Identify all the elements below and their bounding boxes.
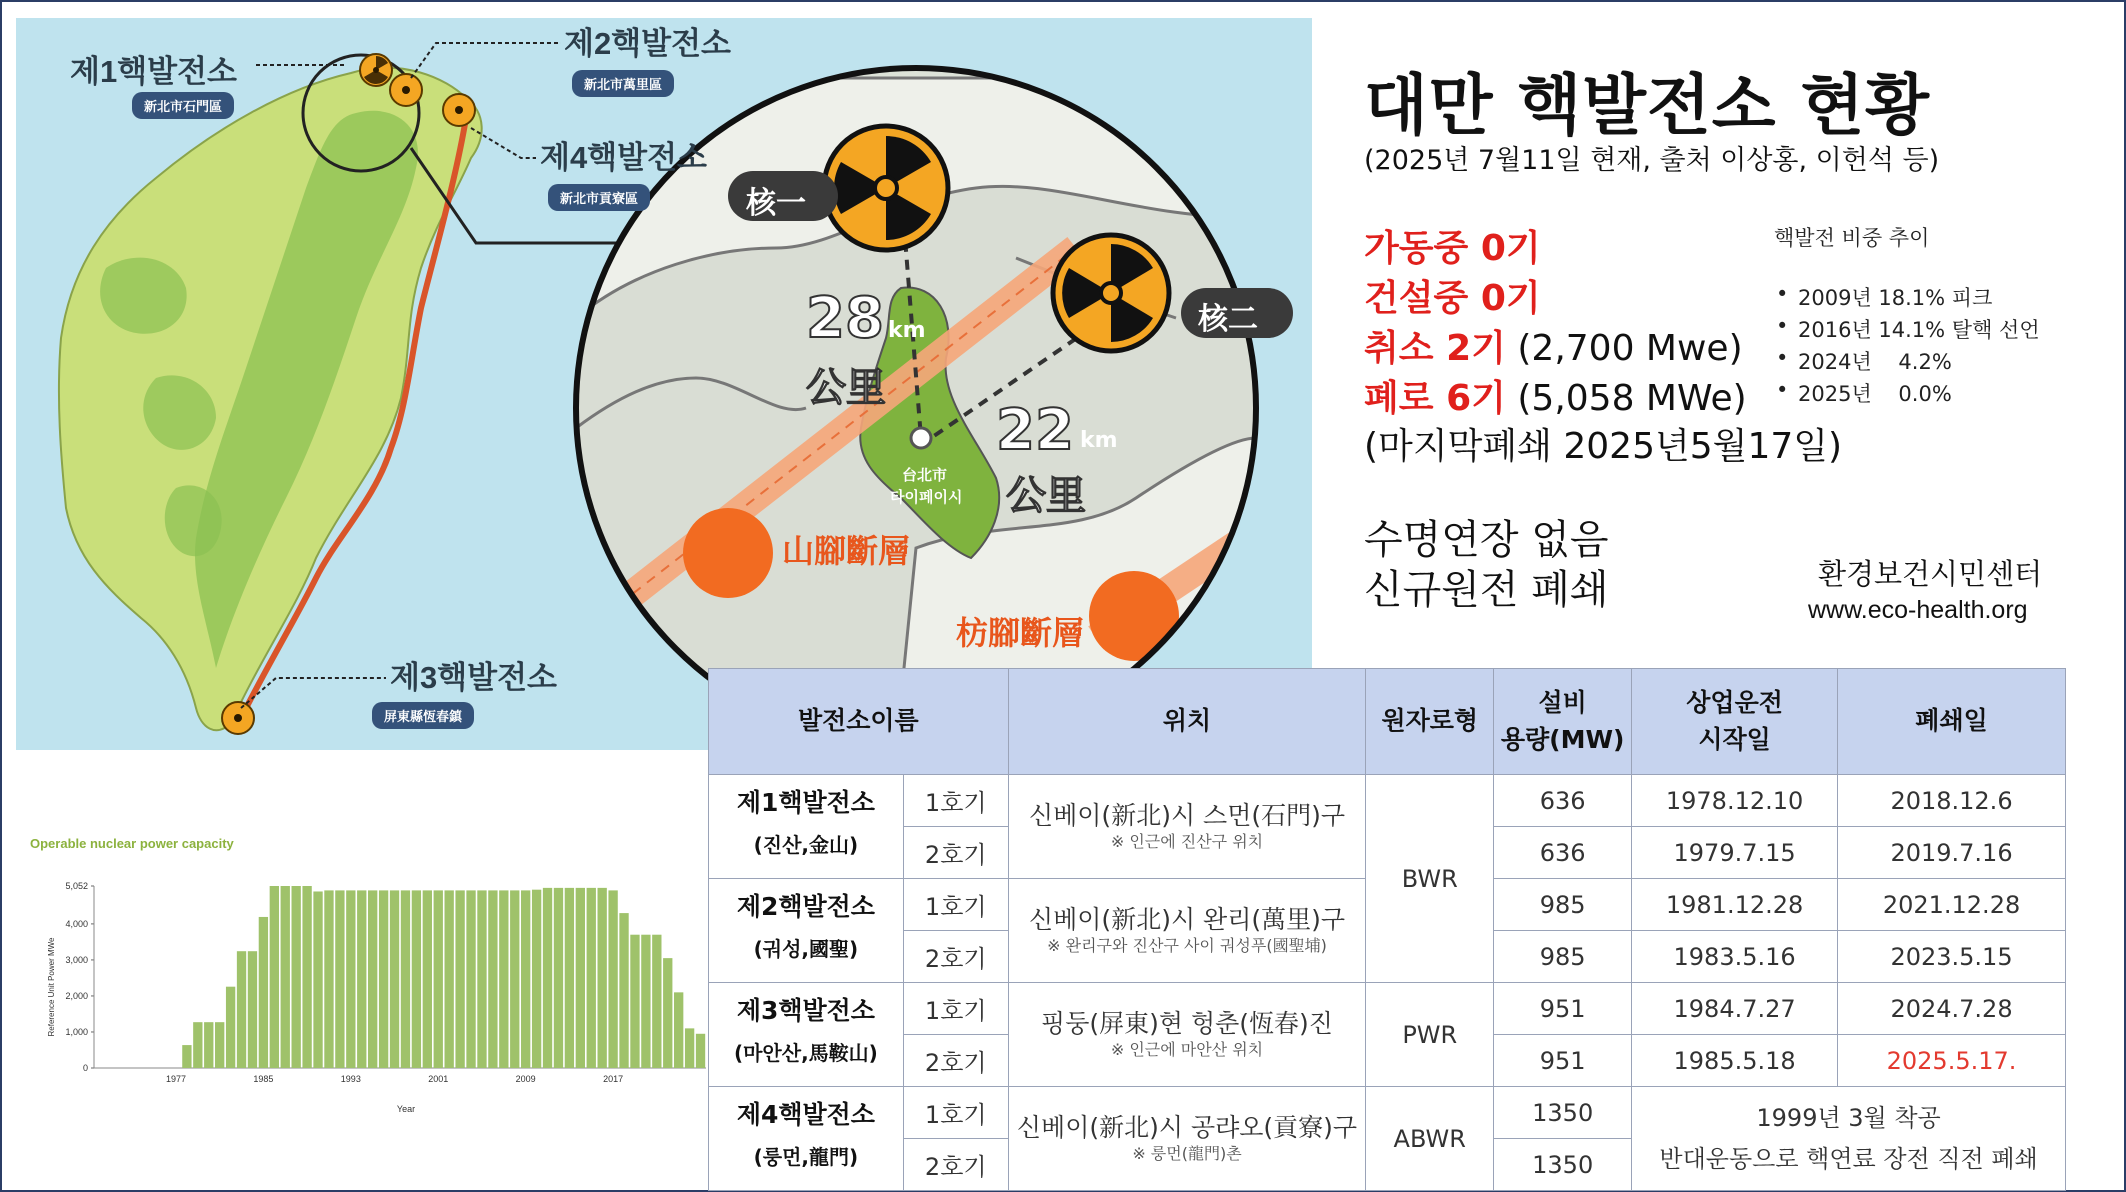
- plant2-label: 제2핵발전소: [564, 26, 731, 61]
- capacity-bar: [685, 1028, 694, 1068]
- construction-status-cell: [1632, 1087, 2066, 1191]
- start-date-cell: 1984.7.27: [1632, 983, 1838, 1035]
- start-date-cell: 1978.12.10: [1632, 775, 1838, 827]
- status-cancelled-text: 취소 2기: [1364, 328, 1506, 369]
- no-new-plants-text: 신규원전 폐쇄: [1364, 567, 1609, 613]
- plant-name: 제4핵발전소: [736, 1100, 875, 1129]
- status-closed-capacity: (5,058 MWe): [1505, 378, 1747, 419]
- chart-title: Operable nuclear power capacity: [30, 836, 234, 851]
- location-note: ※ 룽먼(龍門)촌: [1132, 1144, 1242, 1164]
- capacity-bar: [423, 890, 432, 1068]
- closure-date-cell: 2021.12.28: [1838, 879, 2066, 931]
- location-cell: [1008, 1087, 1366, 1191]
- plant-name-cell: [709, 1087, 904, 1191]
- table-row: [709, 775, 2066, 827]
- x-tick-label: 2017: [603, 1074, 624, 1084]
- reactor-type-cell: PWR: [1366, 983, 1494, 1087]
- capacity-bar: [488, 890, 497, 1068]
- capacity-bar: [587, 888, 596, 1068]
- capacity-bar: [598, 888, 607, 1068]
- location-cell: [1008, 775, 1366, 879]
- start-date-cell: 1985.5.18: [1632, 1035, 1838, 1087]
- unit-cell: 1호기: [903, 983, 1008, 1035]
- closure-date-cell: 2023.5.15: [1838, 931, 2066, 983]
- construction-cancel-note: 반대운동으로 핵연료 장전 직전 폐쇄: [1659, 1144, 2038, 1173]
- x-tick-label: 2009: [515, 1074, 536, 1084]
- plant-name-cell: [709, 879, 904, 983]
- plant1-label: 제1핵발전소: [70, 54, 237, 89]
- location-note: ※ 인근에 진산구 위치: [1110, 832, 1264, 852]
- x-tick-label: 1977: [165, 1074, 186, 1084]
- unit-cell: 2호기: [903, 931, 1008, 983]
- capacity-bar: [554, 888, 563, 1068]
- capacity-chart: [26, 832, 726, 1132]
- capacity-bar: [292, 886, 301, 1068]
- zoom-plant2-label: 核二: [1198, 302, 1258, 337]
- status-construction-text: 건설중 0기: [1364, 278, 1541, 319]
- trend-list: [1774, 282, 2040, 410]
- chart-x-axis-label: Year: [396, 1104, 416, 1114]
- construction-start-note: 1999년 3월 착공: [1756, 1103, 1941, 1132]
- header-start-line1: 상업운전: [1686, 688, 1783, 718]
- plant1-location-tag: 新北市石門區: [132, 92, 234, 119]
- capacity-bar: [335, 890, 344, 1068]
- capacity-cell: 1350: [1494, 1139, 1632, 1191]
- trend-item: • 2024년 4.2%: [1774, 346, 2040, 378]
- capacity-cell: 951: [1494, 983, 1632, 1035]
- start-date-cell: 1981.12.28: [1632, 879, 1838, 931]
- reactor-type-cell: BWR: [1366, 775, 1494, 983]
- capacity-cell: 951: [1494, 1035, 1632, 1087]
- capacity-bar: [412, 890, 421, 1068]
- capacity-cell: 985: [1494, 931, 1632, 983]
- capacity-bar: [445, 890, 454, 1068]
- fault2-label: 枋腳斷層: [956, 614, 1085, 652]
- map-graphic: [16, 18, 1312, 750]
- distance-22-unit: km: [1080, 428, 1118, 453]
- distance-22-value: 22: [996, 398, 1074, 463]
- location-note: ※ 인근에 마안산 위치: [1110, 1040, 1264, 1060]
- capacity-bar: [248, 951, 257, 1068]
- distance-28-sub: 公里: [806, 365, 886, 411]
- location-cell: [1008, 983, 1366, 1087]
- y-tick-label: 4,000: [65, 918, 88, 929]
- capacity-bar: [193, 1022, 202, 1068]
- status-cancelled-capacity: (2,700 Mwe): [1505, 328, 1743, 369]
- capacity-cell: 985: [1494, 879, 1632, 931]
- plant-subname: (궈성,國聖): [753, 937, 859, 961]
- capacity-bar: [313, 891, 322, 1068]
- x-tick-label: 1993: [340, 1074, 361, 1084]
- status-closed: [1364, 370, 1747, 421]
- status-cancelled: [1364, 320, 1743, 371]
- plant-name-cell: [709, 775, 904, 879]
- header-capacity-line2: 용량(MW): [1500, 724, 1625, 754]
- page-subtitle: (2025년 7월11일 현재, 출처 이상홍, 이헌석 등): [1364, 145, 1940, 176]
- capacity-bar: [182, 1045, 191, 1068]
- capacity-cell: 1350: [1494, 1087, 1632, 1139]
- closure-date-cell: 2018.12.6: [1838, 775, 2066, 827]
- capacity-bar: [368, 890, 377, 1068]
- capacity-bar: [455, 890, 464, 1068]
- location-cell: [1008, 879, 1366, 983]
- page-title: 대만 핵발전소 현황: [1364, 67, 1931, 144]
- header-closure-date: 폐쇄일: [1838, 669, 2066, 775]
- plant-subname: (진산,金山): [753, 833, 859, 857]
- zoom-plant1-label: 核一: [746, 186, 806, 221]
- plant-name: 제2핵발전소: [736, 892, 875, 921]
- start-date-cell: 1979.7.15: [1632, 827, 1838, 879]
- capacity-bar: [521, 890, 530, 1068]
- capacity-bar: [619, 913, 628, 1068]
- capacity-bar: [270, 886, 279, 1068]
- capacity-bar: [357, 890, 366, 1068]
- capacity-bar: [281, 886, 290, 1068]
- nuclear-icon-plant4-small: [443, 94, 475, 126]
- capacity-bar: [543, 888, 552, 1068]
- capacity-bar: [324, 890, 333, 1068]
- closure-date-cell: 2024.7.28: [1838, 983, 2066, 1035]
- capacity-bar: [302, 886, 311, 1068]
- location-note: ※ 완리구와 진산구 사이 궈성푸(國聖埔): [1047, 936, 1327, 956]
- trend-item: • 2025년 0.0%: [1774, 378, 2040, 410]
- unit-cell: 1호기: [903, 775, 1008, 827]
- y-tick-label: 0: [82, 1063, 88, 1073]
- plant-subname: (룽먼,龍門): [753, 1145, 859, 1169]
- capacity-bar: [576, 888, 585, 1068]
- reactor-type-cell: ABWR: [1366, 1087, 1494, 1191]
- capacity-bar: [608, 890, 617, 1068]
- no-life-extension-text: 수명연장 없음: [1364, 517, 1609, 563]
- distance-28-value: 28: [806, 286, 884, 351]
- plant-name-cell: [709, 983, 904, 1087]
- taipei-city-label: 台北市: [902, 466, 948, 484]
- header-reactor-type: 원자로형: [1366, 669, 1494, 775]
- capacity-bar: [630, 935, 639, 1068]
- fault1-label: 山腳斷層: [782, 532, 911, 570]
- organization-url[interactable]: www.eco-health.org: [1808, 596, 2028, 624]
- header-capacity-line1: 설비: [1538, 688, 1587, 718]
- location-text: 핑둥(屏東)현 헝춘(恆春)진: [1041, 1008, 1333, 1038]
- capacity-bar: [401, 890, 410, 1068]
- header-plant-name: 발전소이름: [709, 669, 1009, 775]
- unit-cell: 1호기: [903, 1087, 1008, 1139]
- header-start-line2: 시작일: [1698, 724, 1771, 754]
- nuclear-icon-plant2-large: [1053, 235, 1169, 351]
- status-closed-text: 폐로 6기: [1364, 378, 1506, 419]
- trend-item: • 2009년 18.1% 피크: [1774, 282, 2040, 314]
- capacity-bar: [663, 958, 672, 1068]
- plant3-location-tag: 屏東縣恆春鎮: [372, 702, 474, 729]
- nuclear-icon-plant1-small: [360, 54, 392, 86]
- unit-cell: 1호기: [903, 879, 1008, 931]
- capacity-bar: [696, 1034, 705, 1068]
- capacity-bar: [674, 992, 683, 1068]
- organization-name: 환경보건시민센터: [1818, 557, 2043, 591]
- table-header-row: [709, 669, 2066, 775]
- table-row: [709, 1087, 2066, 1139]
- capacity-bar: [204, 1022, 213, 1068]
- start-date-cell: 1983.5.16: [1632, 931, 1838, 983]
- distance-28-unit: km: [888, 318, 926, 343]
- capacity-bar: [565, 888, 574, 1068]
- nuclear-icon-plant1-large: [824, 126, 948, 250]
- plant3-label: 제3핵발전소: [390, 660, 557, 695]
- chart-bars: [182, 886, 705, 1068]
- capacity-cell: 636: [1494, 775, 1632, 827]
- capacity-bar: [215, 1022, 224, 1068]
- capacity-bar: [499, 890, 508, 1068]
- capacity-bar: [259, 917, 268, 1068]
- header-start-date: [1632, 669, 1838, 775]
- capacity-bar: [379, 890, 388, 1068]
- plant2-location-tag: 新北市萬里區: [572, 70, 674, 97]
- x-tick-label: 2001: [428, 1074, 449, 1084]
- capacity-bar: [434, 890, 443, 1068]
- capacity-bar: [237, 951, 246, 1068]
- y-tick-label: 3,000: [65, 954, 88, 965]
- header-location: 위치: [1008, 669, 1366, 775]
- nuclear-icon-plant2-small: [390, 74, 422, 106]
- unit-cell: 2호기: [903, 1035, 1008, 1087]
- header-capacity: [1494, 669, 1632, 775]
- capacity-bar: [477, 890, 486, 1068]
- status-construction: [1364, 270, 1541, 321]
- y-tick-label: 2,000: [65, 990, 88, 1001]
- plant4-label: 제4핵발전소: [540, 140, 707, 175]
- capacity-bar: [390, 890, 399, 1068]
- capacity-bar: [226, 987, 235, 1068]
- location-text: 신베이(新北)시 공랴오(貢寮)구: [1016, 1112, 1358, 1142]
- status-operating-text: 가동중 0기: [1364, 228, 1541, 269]
- table-row: [709, 983, 2066, 1035]
- trend-title: 핵발전 비중 추이: [1774, 226, 1930, 250]
- plant-name: 제1핵발전소: [736, 788, 875, 817]
- capacity-bar: [641, 935, 650, 1068]
- unit-cell: 2호기: [903, 827, 1008, 879]
- status-operating: [1364, 220, 1541, 271]
- trend-item: • 2016년 14.1% 탈핵 선언: [1774, 314, 2040, 346]
- nuclear-icon-plant3-small: [222, 702, 254, 734]
- plant-table: [708, 668, 2066, 1191]
- capacity-bar: [346, 890, 355, 1068]
- taiwan-nuclear-map: [16, 18, 1312, 750]
- status-last-closure: (마지막폐쇄 2025년5월17일): [1364, 426, 1843, 467]
- closure-date-cell-highlighted: 2025.5.17.: [1838, 1035, 2066, 1087]
- unit-cell: 2호기: [903, 1139, 1008, 1191]
- capacity-cell: 636: [1494, 827, 1632, 879]
- chart-y-axis-label: Reference Unit Power MWe: [47, 937, 56, 1037]
- location-text: 신베이(新北)시 완리(萬里)구: [1028, 904, 1345, 934]
- plant4-location-tag: 新北市貢寮區: [548, 184, 650, 211]
- y-tick-label: 1,000: [65, 1026, 88, 1037]
- distance-22-sub: 公里: [1006, 473, 1086, 519]
- capacity-bar: [510, 890, 519, 1068]
- y-tick-label: 5,052: [65, 881, 88, 891]
- plant-name: 제3핵발전소: [736, 996, 875, 1025]
- capacity-bar: [466, 890, 475, 1068]
- closure-date-cell: 2019.7.16: [1838, 827, 2066, 879]
- capacity-bar: [532, 890, 541, 1068]
- x-tick-label: 1985: [253, 1074, 274, 1084]
- capacity-bar: [652, 935, 661, 1068]
- taipei-city-korean-label: 타이페이시: [890, 488, 963, 506]
- plant-subname: (마안산,馬鞍山): [733, 1041, 878, 1065]
- location-text: 신베이(新北)시 스먼(石門)구: [1028, 800, 1345, 830]
